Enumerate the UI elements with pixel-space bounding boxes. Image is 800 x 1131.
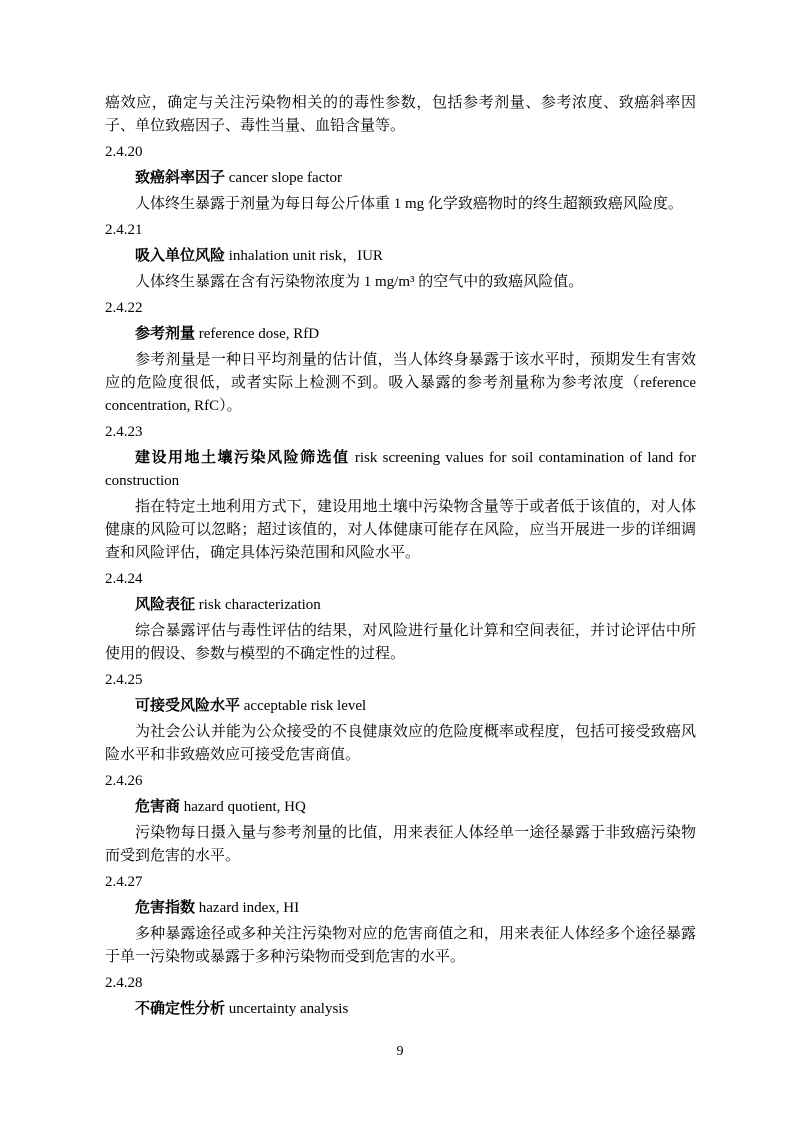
term-line [105, 323, 696, 346]
clause-2-4-20 [105, 141, 696, 216]
clause-2-4-26 [105, 770, 696, 868]
definition-paragraph: 人体终生暴露在含有污染物浓度为 1 mg/m³ 的空气中的致癌风险值。 [135, 274, 584, 290]
term-line [105, 998, 696, 1021]
page-number: 9 [396, 1044, 404, 1059]
clause-number: 2.4.26 [105, 773, 143, 789]
definition-paragraph: 多种暴露途径或多种关注污染物对应的危害商值之和，用来表征人体经多个途径暴露于单一污染物或暴露于多种污染物而受到危害的水平。 [105, 926, 696, 965]
clause-2-4-22 [105, 297, 696, 418]
term-en: risk screening values for soil contamination of land for construction [105, 450, 696, 489]
clause-2-4-28 [105, 972, 696, 1021]
clause-2-4-27 [105, 871, 696, 969]
term-en: hazard quotient, HQ [183, 799, 306, 815]
term-zh: 可接受风险水平 [135, 698, 241, 714]
clause-number: 2.4.22 [105, 300, 143, 316]
definition-paragraph: 参考剂量是一种日平均剂量的估计值，当人体终身暴露于该水平时，预期发生有害效应的危险度很低，或者实际上检测不到。吸入暴露的参考剂量称为参考浓度（reference concentration, RfC）。 [105, 352, 696, 414]
term-en: cancer slope factor [228, 170, 343, 186]
term-zh: 不确定性分析 [135, 1001, 226, 1017]
clause-number: 2.4.24 [105, 571, 143, 587]
page-content [105, 92, 696, 1024]
term-zh: 致癌斜率因子 [135, 170, 226, 186]
term-line [105, 245, 696, 268]
clause-2-4-24 [105, 568, 696, 666]
definition-paragraph: 综合暴露评估与毒性评估的结果，对风险进行量化计算和空间表征，并讨论评估中所使用的假设、参数与模型的不确定性的过程。 [105, 623, 696, 662]
clause-number: 2.4.21 [105, 222, 143, 238]
clause-number: 2.4.28 [105, 975, 143, 991]
continued-paragraph: 癌效应，确定与关注污染物相关的的毒性参数，包括参考剂量、参考浓度、致癌斜率因子、单位致癌因子、毒性当量、血铅含量等。 [105, 95, 696, 134]
term-en: risk characterization [198, 597, 321, 613]
clause-number: 2.4.25 [105, 672, 143, 688]
definition-paragraph: 为社会公认并能为公众接受的不良健康效应的危险度概率或程度，包括可接受致癌风险水平和非致癌效应可接受危害商值。 [105, 724, 696, 763]
clause-2-4-25 [105, 669, 696, 767]
definition-paragraph: 污染物每日摄入量与参考剂量的比值，用来表征人体经单一途径暴露于非致癌污染物而受到危害的水平。 [105, 825, 696, 864]
term-en: acceptable risk level [243, 698, 367, 714]
term-zh: 吸入单位风险 [135, 248, 226, 264]
term-en: reference dose, RfD [198, 326, 320, 342]
term-en: inhalation unit risk，IUR [228, 248, 383, 264]
definition-paragraph: 人体终生暴露于剂量为每日每公斤体重 1 mg 化学致癌物时的终生超额致癌风险度。 [135, 196, 683, 212]
clause-number: 2.4.27 [105, 874, 143, 890]
term-zh: 危害商 [135, 799, 181, 815]
term-zh: 危害指数 [135, 900, 196, 916]
term-line [105, 447, 696, 493]
term-line [105, 695, 696, 718]
clause-2-4-23 [105, 421, 696, 565]
term-line [105, 167, 696, 190]
definition-paragraph: 指在特定土地利用方式下，建设用地土壤中污染物含量等于或者低于该值的，对人体健康的风险可以忽略；超过该值的，对人体健康可能存在风险，应当开展进一步的详细调查和风险评估，确定具体污染范围和风险水平。 [105, 499, 696, 561]
clause-number: 2.4.23 [105, 424, 143, 440]
clause-number: 2.4.20 [105, 144, 143, 160]
term-en: hazard index, HI [198, 900, 300, 916]
term-line [105, 897, 696, 920]
term-zh: 参考剂量 [135, 326, 196, 342]
clause-2-4-21 [105, 219, 696, 294]
term-line [105, 594, 696, 617]
term-zh: 风险表征 [135, 597, 196, 613]
term-en: uncertainty analysis [228, 1001, 349, 1017]
term-line [105, 796, 696, 819]
term-zh: 建设用地土壤污染风险筛选值 [135, 450, 350, 466]
